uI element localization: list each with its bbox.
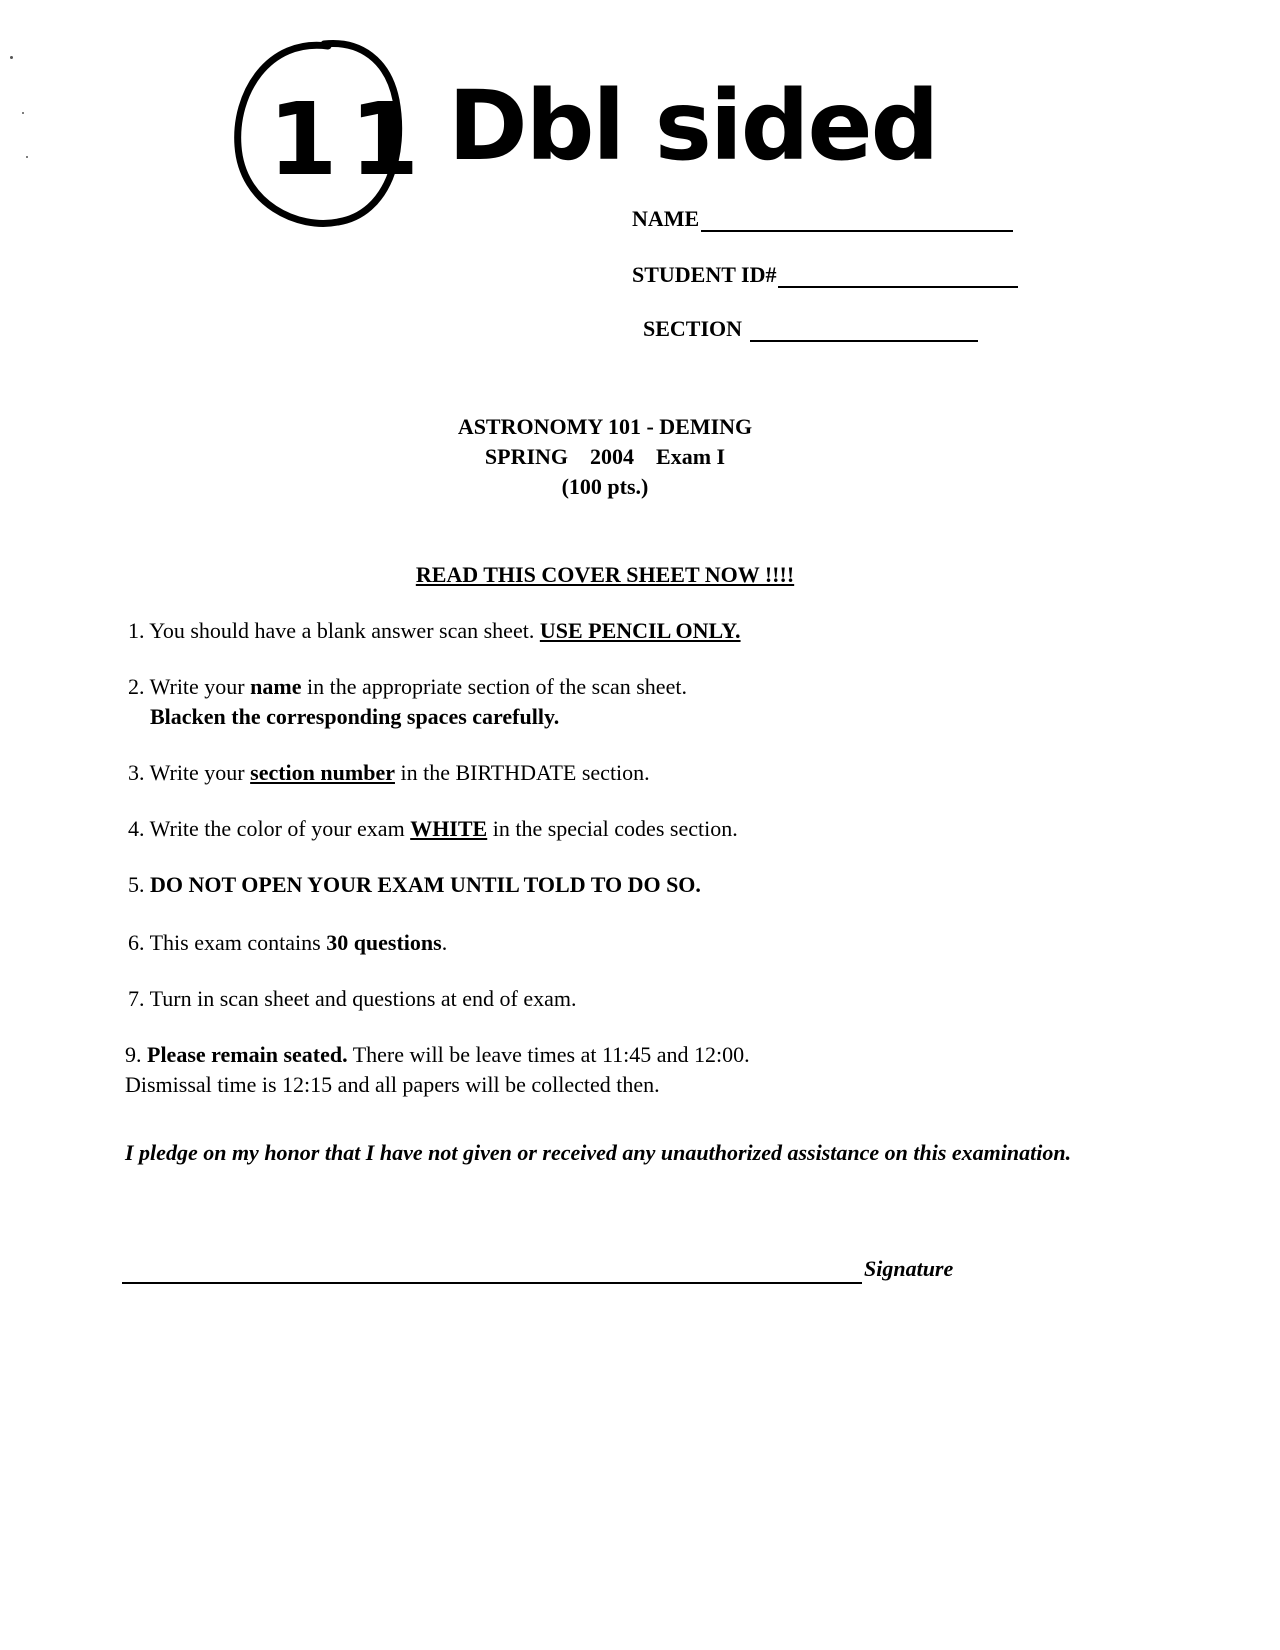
instruction-7: 7. Turn in scan sheet and questions at end of exam. — [128, 986, 577, 1011]
student-id-field[interactable] — [632, 262, 1018, 288]
exam-title-block — [0, 412, 1210, 502]
section-label: SECTION — [643, 316, 743, 341]
instruction-5: 5. DO NOT OPEN YOUR EXAM UNTIL TOLD TO DO SO. — [128, 872, 701, 897]
cover-sheet-heading: READ THIS COVER SHEET NOW !!!! — [415, 562, 795, 587]
instruction-2-line2: Blacken the corresponding spaces carefully. — [150, 704, 560, 729]
instruction-9: 9. Please remain seated. There will be leave times at 11:45 and 12:00. Dismissal time is 12:15 and all papers will be collected then. — [125, 1040, 750, 1100]
pencil-only-note: USE PENCIL ONLY. — [539, 618, 741, 643]
handwritten-note: Dbl sided — [448, 70, 938, 182]
scan-speck — [26, 156, 28, 158]
circled-number: 11 — [268, 81, 432, 198]
course-title: ASTRONOMY 101 - DEMING — [457, 414, 753, 439]
instruction-1: 1. You should have a blank answer scan sheet. USE PENCIL ONLY. — [128, 618, 741, 643]
instruction-6: 6. This exam contains 30 questions. — [128, 930, 448, 955]
term-title: SPRING 2004 Exam I — [484, 444, 726, 469]
points-title: (100 pts.) — [561, 474, 649, 499]
scan-speck — [22, 112, 24, 114]
name-field[interactable] — [632, 206, 1013, 232]
section-input-line[interactable] — [750, 322, 978, 342]
section-field[interactable] — [643, 316, 978, 342]
student-id-label: STUDENT ID# — [632, 262, 777, 287]
name-input-line[interactable] — [701, 212, 1013, 232]
handwritten-annotation — [228, 34, 938, 234]
instruction-2: 2. Write your name in the appropriate section of the scan sheet. Blacken the corresponding spaces carefully. — [128, 672, 687, 732]
student-id-input-line[interactable] — [778, 268, 1018, 288]
instruction-3: 3. Write your section number in the BIRTHDATE section. — [128, 760, 650, 785]
instruction-4: 4. Write the color of your exam WHITE in the special codes section. — [128, 816, 738, 841]
signature-label: Signature — [864, 1256, 954, 1281]
honor-pledge: I pledge on my honor that I have not given or received any unauthorized assistance on this examination. — [125, 1140, 1072, 1165]
name-label: NAME — [632, 206, 700, 231]
signature-line[interactable] — [122, 1282, 862, 1284]
scan-speck — [10, 56, 13, 59]
instruction-9-line2: Dismissal time is 12:15 and all papers will be collected then. — [125, 1072, 660, 1097]
